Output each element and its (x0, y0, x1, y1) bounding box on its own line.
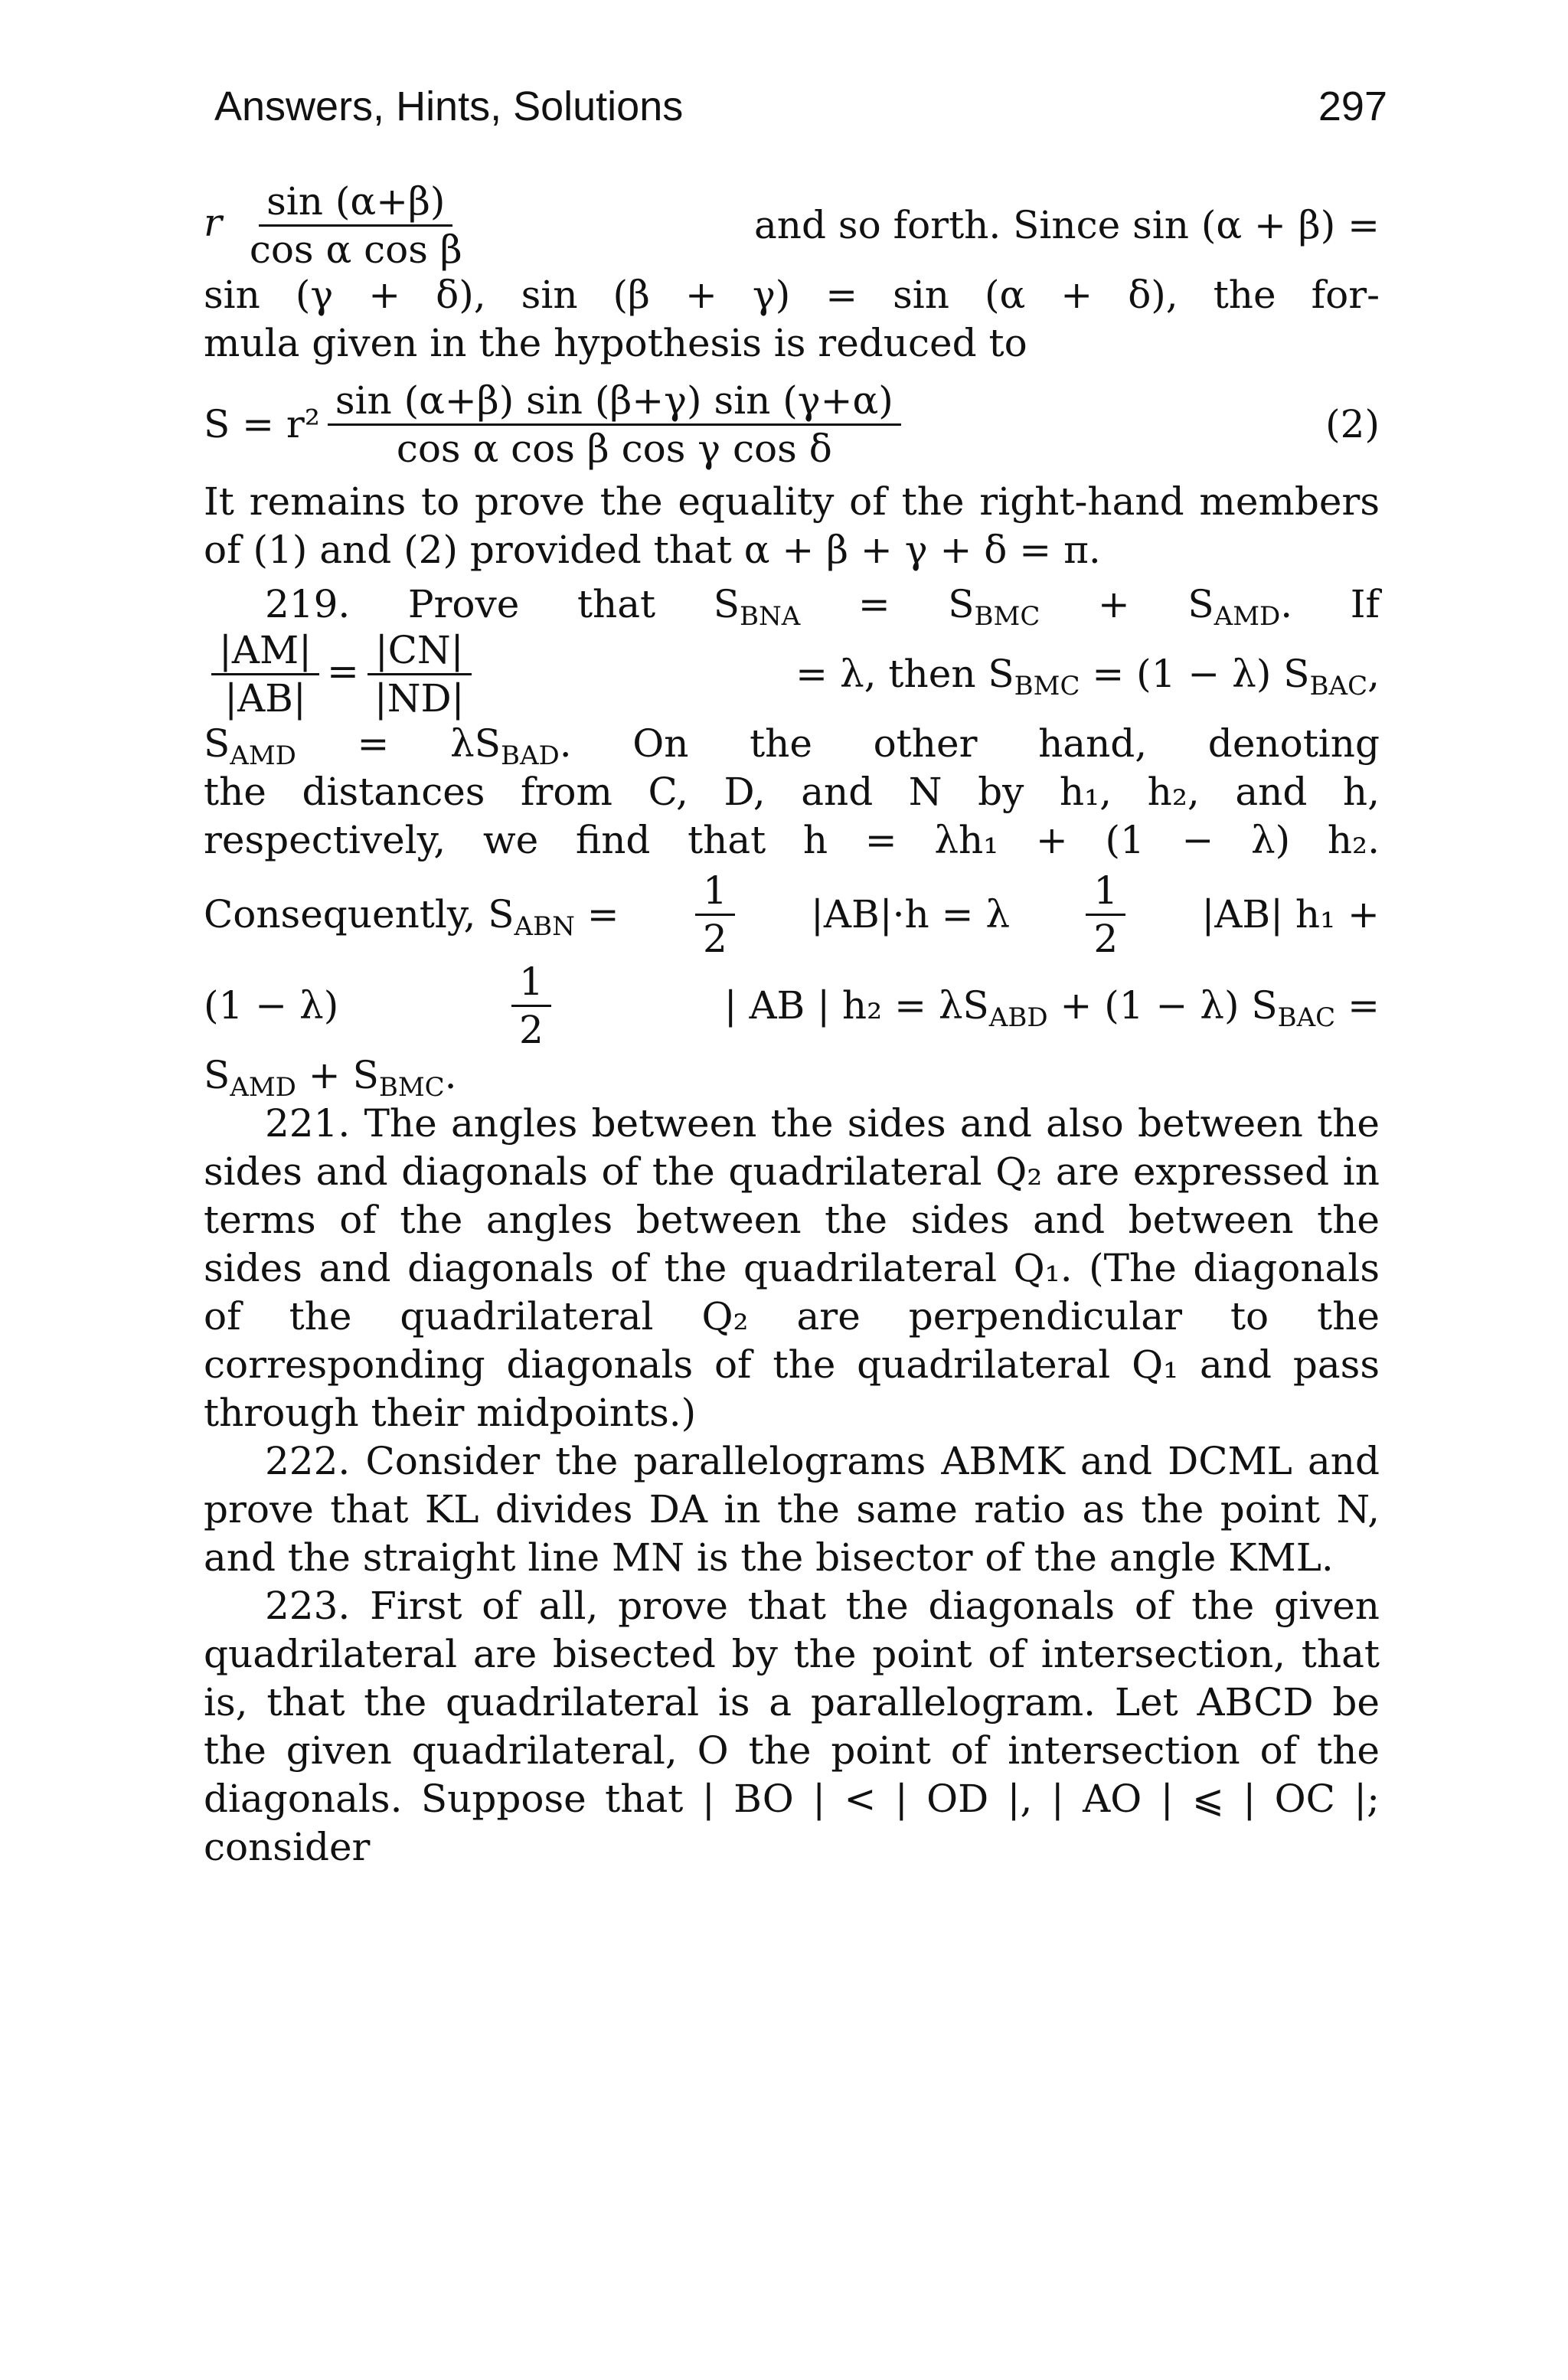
fraction-cn-nd: $\frac{|CN|}{|ND|}$ (367, 629, 472, 720)
page-body (204, 180, 1380, 1872)
equation-2-fraction: $\frac{\sin (\alpha+\beta) \sin (\beta+\gamma) \sin (\gamma+\alpha)}{\text{cos α cos β cos γ cos δ}}$ (328, 379, 901, 470)
line-3: mula given in the hypothesis is reduced to (204, 321, 1027, 365)
problem-219-line-7: (1 − λ) $\frac{1}{2}$ | AB | $h_2 = \lambda S_{ABD} + (1 - \lambda) S_{BAC}$ = (204, 960, 1380, 1052)
fraction-sin-cos: $\frac{\sin (\alpha+\beta)}{\text{cos α cos β}}$ (249, 179, 462, 272)
line-2: sin (γ + δ), sin (β + γ) = sin (α + δ), the for- (204, 273, 1380, 317)
problem-219-line-2: $\frac{|AM|}{|AB|}$ = $\frac{|CN|}{|ND|}$ = λ, then $S_{BMC} = (1 - \lambda)$ $S_{BAC}$, (204, 629, 1380, 720)
problem-219-line-4: the distances from C, D, and N by h₁, h₂, and h, (204, 770, 1380, 814)
line-1: r $\frac{\sin (\alpha+\beta)}{\text{cos α cos β}}$ and so forth. Since sin (α + β) = (204, 179, 1380, 272)
running-header (214, 83, 1387, 130)
header-title: Answers, Hints, Solutions (214, 83, 684, 129)
equation-2 (204, 378, 1380, 470)
equation-2-tag: (2) (1325, 401, 1380, 446)
problem-219-line-1: 219. Prove that $S_{BNA} = S_{BMC} + S_{AMD}$. If (265, 582, 1380, 632)
fraction-am-ab: $\frac{|AM|}{|AB|}$ (211, 629, 319, 720)
line-1-text: and so forth. Since sin (α + β) = (754, 203, 1380, 247)
problem-223: 223. First of all, prove that the diagonals of the given quadrilateral are bisected by the point of intersection, that is, that the quadrilateral is a parallelogram. Let ABCD be the given quadrilateral, O the point of intersection of the diagonals. Suppose that | BO | < | OD |, | AO | ⩽ | OC |; consider (204, 1584, 1380, 1869)
problem-219-line-5: respectively, we find that h = λh₁ + (1 − λ) h₂. (204, 818, 1380, 862)
problem-219-line-3: $S_{AMD} = \lambda S_{BAD}$. On the other hand, denoting (204, 721, 1380, 771)
problem-222: 222. Consider the parallelograms ABMK and DCML and prove that KL divides DA in the same ratio as the point N, and the straight line MN is the bisector of the angle KML. (204, 1439, 1380, 1580)
page-number: 297 (1318, 83, 1387, 129)
problem-221: 221. The angles between the sides and also between the sides and diagonals of the quadrilateral Q₂ are expressed in terms of the angles between the sides and between the sides and diagonals of the quadrilateral Q₁. (The diagonals of the quadrilateral Q₂ are perpendicular to the corresponding diagonals of the quadrilateral Q₁ and pass through their midpoints.) (204, 1101, 1380, 1435)
equation-2-lhs: S = r² (204, 401, 320, 446)
paragraph-remains: It remains to prove the equality of the right-hand members of (1) and (2) provided that α + β + γ + δ = π. (204, 479, 1380, 572)
problem-219-line-8: $S_{AMD} + S_{BMC}$. (204, 1053, 457, 1103)
problem-219-line-6: Consequently, $S_{ABN}$ = $\frac{1}{2}$ |AB|·h = λ $\frac{1}{2}$ |AB| h₁ + (204, 868, 1380, 961)
